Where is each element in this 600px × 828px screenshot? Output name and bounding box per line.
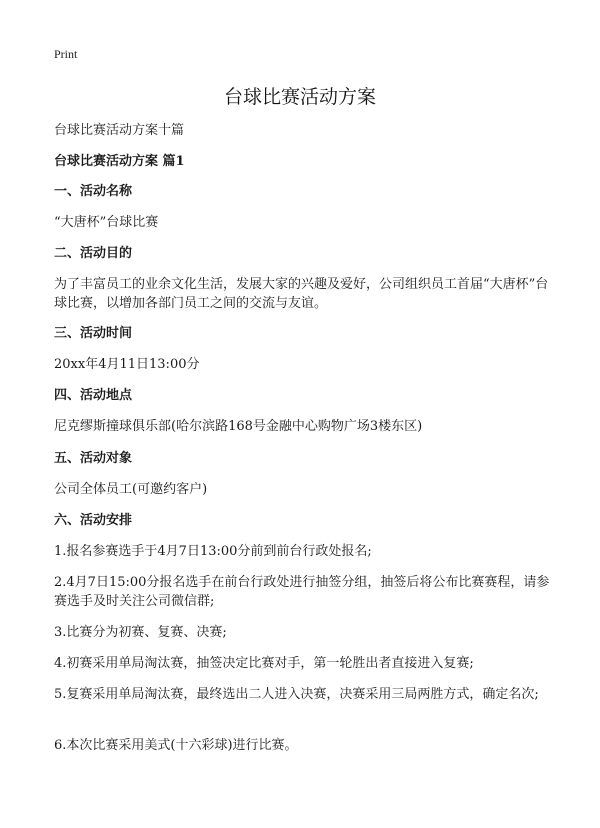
arrangement-item: 2.4月7日15:00分报名选手在前台行政处进行抽签分组，抽签后将公布比赛赛程，请参赛选手及时关注公司微信群; [54, 575, 550, 609]
arrangement-item: 3.比赛分为初赛、复赛、决赛; [54, 625, 227, 640]
arrangement-item: 6.本次比赛采用美式(十六彩球)进行比赛。 [54, 738, 298, 753]
print-link[interactable]: Print [54, 47, 78, 61]
arrangement-item: 4.初赛采用单局淘汰赛，抽签决定比赛对手，第一轮胜出者直接进入复赛; [54, 656, 474, 671]
section-heading-arrangement: 六、活动安排 [54, 513, 133, 528]
section-heading-audience: 五、活动对象 [54, 451, 133, 466]
arrangement-item: 5.复赛采用单局淘汰赛，最终选出二人进入决赛，决赛采用三局两胜方式，确定名次; [54, 687, 539, 702]
section-body-location: 尼克缪斯撞球俱乐部(哈尔滨路168号金融中心购物广场3楼东区) [54, 419, 423, 434]
section-heading-location: 四、活动地点 [54, 388, 133, 403]
article-heading: 台球比赛活动方案 篇1 [54, 154, 185, 169]
document-title: 台球比赛活动方案 [223, 86, 376, 108]
section-body-audience: 公司全体员工(可邀约客户) [54, 482, 208, 497]
section-heading-time: 三、活动时间 [54, 326, 133, 341]
section-body-time: 20xx年4月11日13:00分 [54, 357, 200, 372]
section-body-purpose: 为了丰富员工的业余文化生活，发展大家的兴趣及爱好，公司组织员工首届“大唐杯”台球比赛，以增加各部门员工之间的交流与友谊。 [54, 277, 549, 311]
section-heading-purpose: 二、活动目的 [54, 246, 133, 261]
document-subtitle: 台球比赛活动方案十篇 [54, 123, 185, 138]
section-heading-name: 一、活动名称 [54, 184, 133, 199]
section-body-name: “大唐杯”台球比赛 [54, 215, 159, 230]
arrangement-item: 1.报名参赛选手于4月7日13:00分前到前台行政处报名; [54, 544, 372, 559]
